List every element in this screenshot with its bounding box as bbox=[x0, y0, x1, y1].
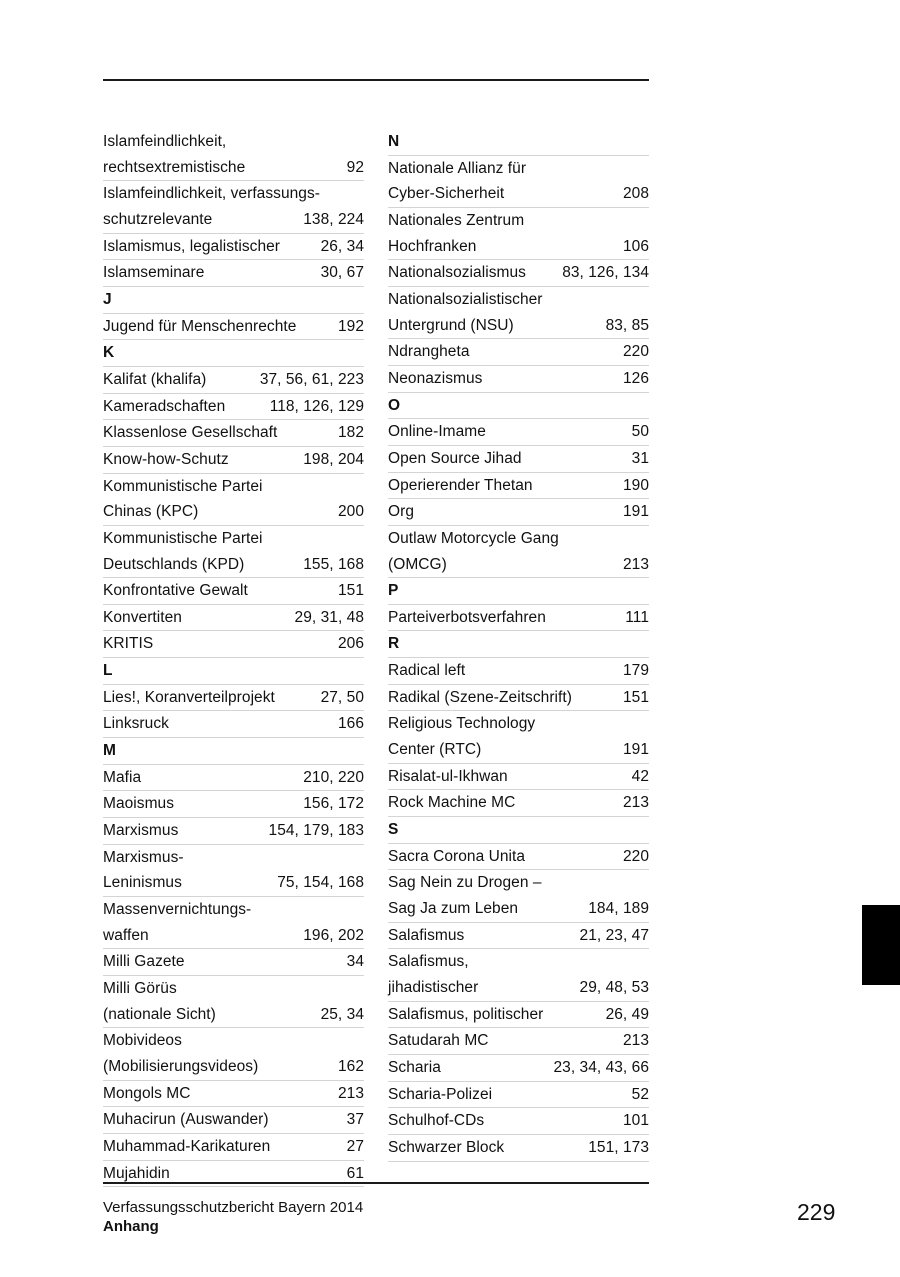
index-entry bbox=[103, 181, 364, 233]
index-page-refs: 190 bbox=[622, 476, 649, 494]
index-entry bbox=[103, 394, 364, 421]
index-page-refs: 83, 126, 134 bbox=[562, 264, 649, 282]
index-letter: S bbox=[388, 821, 399, 839]
index-term: Operierender Thetan bbox=[388, 476, 533, 494]
index-page-refs: 155, 168 bbox=[303, 555, 364, 573]
index-term: Schulhof-CDs bbox=[388, 1112, 485, 1130]
index-entry bbox=[388, 844, 649, 871]
index-page-refs: 213 bbox=[622, 1032, 649, 1050]
index-entry-line bbox=[388, 208, 649, 234]
index-entry bbox=[103, 845, 364, 897]
index-page-refs: 162 bbox=[337, 1057, 364, 1075]
index-entry bbox=[103, 685, 364, 712]
index-entry bbox=[103, 1134, 364, 1161]
index-entry bbox=[103, 791, 364, 818]
index-term: Radikal (Szene-Zeitschrift) bbox=[388, 688, 572, 706]
index-entry-line bbox=[103, 420, 364, 446]
index-entry-line bbox=[388, 1002, 649, 1028]
index-term: Maoismus bbox=[103, 795, 175, 813]
index-entry-line bbox=[388, 737, 649, 763]
index-entry bbox=[388, 605, 649, 632]
index-letter-heading bbox=[388, 817, 649, 844]
index-term: Kommunistische Partei bbox=[103, 529, 263, 547]
index-entry-line bbox=[388, 473, 649, 499]
index-letter-heading bbox=[103, 738, 364, 765]
footer-section-name: Anhang bbox=[103, 1218, 159, 1235]
index-entry-line bbox=[103, 1081, 364, 1107]
index-entry bbox=[103, 897, 364, 949]
index-entry bbox=[388, 923, 649, 950]
index-entry bbox=[388, 1108, 649, 1135]
index-entry-line bbox=[103, 685, 364, 711]
index-entry bbox=[103, 420, 364, 447]
index-page-refs: 50 bbox=[631, 423, 649, 441]
index-entry bbox=[103, 578, 364, 605]
index-entry-line bbox=[103, 552, 364, 578]
index-term: Org bbox=[388, 503, 414, 521]
index-term: Marxismus- bbox=[103, 848, 184, 866]
index-term: Mujahidin bbox=[103, 1164, 170, 1182]
index-entry-line bbox=[388, 313, 649, 339]
index-letter-heading bbox=[388, 393, 649, 420]
index-term: Islamismus, legalistischer bbox=[103, 237, 281, 255]
index-page-refs: 42 bbox=[631, 767, 649, 785]
index-term: (nationale Sicht) bbox=[103, 1005, 216, 1023]
index-entry bbox=[388, 499, 649, 526]
index-term: Muhammad-Karikaturen bbox=[103, 1137, 271, 1155]
index-letter-heading bbox=[388, 631, 649, 658]
index-letter-heading bbox=[103, 658, 364, 685]
index-entry bbox=[388, 790, 649, 817]
index-entry-line bbox=[103, 394, 364, 420]
index-term: Hochfranken bbox=[388, 237, 477, 255]
index-entry-line bbox=[103, 314, 364, 340]
index-page-refs: 21, 23, 47 bbox=[579, 926, 649, 944]
index-entry-line bbox=[388, 287, 649, 313]
index-entry bbox=[103, 234, 364, 261]
index-page-refs: 29, 31, 48 bbox=[294, 608, 364, 626]
index-entry-line bbox=[103, 155, 364, 181]
footer-publication-title: Verfassungsschutzbericht Bayern 2014 bbox=[103, 1199, 364, 1216]
index-term: Nationalsozialismus bbox=[388, 264, 526, 282]
index-entry bbox=[388, 685, 649, 712]
index-term: rechtsextremistische bbox=[103, 158, 246, 176]
index-term: Risalat-ul-Ikhwan bbox=[388, 767, 508, 785]
index-letter-heading bbox=[388, 129, 649, 156]
index-entry bbox=[388, 1028, 649, 1055]
index-page-refs: 83, 85 bbox=[605, 316, 649, 334]
index-entry-line bbox=[388, 1082, 649, 1108]
index-page-refs: 166 bbox=[337, 715, 364, 733]
index-page-refs: 151, 173 bbox=[588, 1138, 649, 1156]
index-page-refs: 213 bbox=[337, 1084, 364, 1102]
index-entry bbox=[388, 287, 649, 339]
index-entry-line bbox=[388, 790, 649, 816]
index-term: Mobivideos bbox=[103, 1032, 182, 1050]
index-letter-heading bbox=[388, 578, 649, 605]
index-entry-line bbox=[103, 287, 364, 313]
index-entry-line bbox=[103, 605, 364, 631]
index-term: Sacra Corona Unita bbox=[388, 847, 526, 865]
index-entry-line bbox=[388, 817, 649, 843]
index-term: Marxismus bbox=[103, 822, 179, 840]
index-term: schutzrelevante bbox=[103, 210, 213, 228]
index-entry-line bbox=[388, 870, 649, 896]
index-term: Neonazismus bbox=[388, 369, 483, 387]
index-term: Nationale Allianz für bbox=[388, 159, 527, 177]
index-term: Islamfeindlichkeit, bbox=[103, 133, 227, 150]
index-page-refs: 151 bbox=[622, 688, 649, 706]
index-entry bbox=[388, 1055, 649, 1082]
index-term: Klassenlose Gesellschaft bbox=[103, 424, 278, 442]
index-entry bbox=[103, 367, 364, 394]
index-entry bbox=[388, 1135, 649, 1162]
index-entry bbox=[388, 339, 649, 366]
index-letter: J bbox=[103, 290, 112, 308]
index-entry-line bbox=[103, 1054, 364, 1080]
index-entry-line bbox=[103, 818, 364, 844]
index-term: Rock Machine MC bbox=[388, 794, 516, 812]
index-entry bbox=[388, 711, 649, 763]
index-entry bbox=[103, 1028, 364, 1080]
index-entry-line bbox=[388, 711, 649, 737]
index-term: Salafismus, bbox=[388, 953, 469, 971]
index-entry bbox=[388, 526, 649, 578]
index-page-refs: 106 bbox=[622, 237, 649, 255]
index-page-refs: 184, 189 bbox=[588, 900, 649, 918]
index-entry-line bbox=[388, 366, 649, 392]
index-entry-line bbox=[103, 1028, 364, 1054]
index-term: Know-how-Schutz bbox=[103, 450, 229, 468]
index-entry bbox=[388, 473, 649, 500]
index-term: Schwarzer Block bbox=[388, 1138, 505, 1156]
index-term: Open Source Jihad bbox=[388, 449, 522, 467]
index-page-refs: 30, 67 bbox=[320, 264, 364, 282]
index-page-refs: 126 bbox=[622, 369, 649, 387]
index-entry bbox=[103, 711, 364, 738]
index-entry-line bbox=[103, 499, 364, 525]
index-term: Salafismus bbox=[388, 926, 465, 944]
index-entry bbox=[388, 208, 649, 260]
index-entry bbox=[103, 631, 364, 658]
index-entry-line bbox=[388, 923, 649, 949]
index-page-refs: 220 bbox=[622, 847, 649, 865]
index-term: Parteiverbotsverfahren bbox=[388, 608, 546, 626]
index-entry bbox=[103, 129, 364, 181]
index-page-refs: 26, 34 bbox=[320, 237, 364, 255]
index-entry-line bbox=[103, 578, 364, 604]
index-page-refs: 31 bbox=[631, 449, 649, 467]
index-page-refs: 118, 126, 129 bbox=[269, 397, 364, 415]
index-entry-line bbox=[103, 845, 364, 871]
index-page-refs: 220 bbox=[622, 343, 649, 361]
index-page-refs: 206 bbox=[337, 635, 364, 653]
index-entry-line bbox=[388, 658, 649, 684]
index-page-refs: 75, 154, 168 bbox=[277, 874, 364, 892]
index-page-refs: 156, 172 bbox=[303, 795, 364, 813]
index-entry-line bbox=[388, 129, 649, 155]
index-entry bbox=[103, 474, 364, 526]
index-entry-line bbox=[103, 631, 364, 657]
index-letter: O bbox=[388, 396, 401, 414]
index-page-refs: 37, 56, 61, 223 bbox=[259, 370, 364, 388]
index-page-refs: 196, 202 bbox=[303, 926, 364, 944]
index-term: Religious Technology bbox=[388, 715, 536, 733]
index-entry-line bbox=[388, 764, 649, 790]
index-term: Untergrund (NSU) bbox=[388, 316, 514, 334]
index-entry-line bbox=[388, 975, 649, 1001]
index-entry-line bbox=[388, 419, 649, 445]
index-entry-line bbox=[103, 1134, 364, 1160]
index-term: Islamfeindlichkeit, verfassungs- bbox=[103, 185, 320, 203]
index-term: Center (RTC) bbox=[388, 741, 482, 759]
index-entry-line bbox=[388, 552, 649, 578]
index-entry bbox=[388, 764, 649, 791]
index-entry-line bbox=[103, 474, 364, 500]
index-entry bbox=[388, 446, 649, 473]
index-page-refs: 37 bbox=[346, 1111, 364, 1129]
index-term: jihadistischer bbox=[388, 979, 479, 996]
index-entry bbox=[103, 526, 364, 578]
index-entry-line bbox=[103, 129, 364, 155]
index-letter-heading bbox=[103, 340, 364, 367]
index-term: Sag Ja zum Leben bbox=[388, 900, 519, 918]
index-entry-line bbox=[388, 578, 649, 604]
index-entry-line bbox=[103, 181, 364, 207]
index-entry-line bbox=[103, 923, 364, 949]
index-entry-line bbox=[103, 897, 364, 923]
index-page-refs: 23, 34, 43, 66 bbox=[553, 1058, 649, 1076]
index-entry-line bbox=[103, 234, 364, 260]
index-page-refs: 25, 34 bbox=[320, 1005, 364, 1023]
index-entry-line bbox=[103, 711, 364, 737]
index-page-refs: 179 bbox=[622, 662, 649, 680]
index-entry-line bbox=[388, 896, 649, 922]
index-entry-line bbox=[103, 949, 364, 975]
index-entry-line bbox=[388, 605, 649, 631]
index-entry-line bbox=[388, 156, 649, 182]
index-page-refs: 208 bbox=[622, 185, 649, 203]
index-letter: R bbox=[388, 635, 400, 653]
index-term: Scharia-Polizei bbox=[388, 1085, 493, 1103]
index-entry-line bbox=[103, 976, 364, 1002]
index-entry-line bbox=[388, 844, 649, 870]
index-letter: N bbox=[388, 133, 400, 150]
index-entry-line bbox=[103, 658, 364, 684]
index-entry-line bbox=[388, 393, 649, 419]
index-term: Nationales Zentrum bbox=[388, 211, 525, 229]
index-entry-line bbox=[103, 260, 364, 286]
index-entry bbox=[103, 976, 364, 1028]
index-entry-line bbox=[388, 1108, 649, 1134]
index-entry-line bbox=[388, 339, 649, 365]
index-page-refs: 92 bbox=[346, 158, 364, 176]
index-entry-line bbox=[388, 526, 649, 552]
index-entry-line bbox=[388, 1055, 649, 1081]
index-page-refs: 111 bbox=[625, 608, 649, 626]
index-term: Kalifat (khalifa) bbox=[103, 370, 207, 388]
index-page-refs: 27 bbox=[346, 1137, 364, 1155]
index-term: Kommunistische Partei bbox=[103, 477, 263, 495]
index-term: Kameradschaften bbox=[103, 397, 226, 415]
index-term: Online-Imame bbox=[388, 423, 486, 441]
index-term: Mongols MC bbox=[103, 1084, 191, 1102]
index-term: Radical left bbox=[388, 662, 466, 680]
index-entry bbox=[103, 447, 364, 474]
index-entry-line bbox=[388, 1135, 649, 1161]
index-entry-line bbox=[103, 367, 364, 393]
index-entry bbox=[103, 1081, 364, 1108]
index-entry-line bbox=[103, 340, 364, 366]
index-term: Deutschlands (KPD) bbox=[103, 555, 245, 573]
index-term: Jugend für Menschenrechte bbox=[103, 317, 297, 335]
index-term: Salafismus, politischer bbox=[388, 1005, 544, 1023]
index-entry bbox=[103, 314, 364, 341]
index-page-refs: 27, 50 bbox=[320, 688, 364, 706]
index-page-refs: 182 bbox=[337, 424, 364, 442]
index-page-refs: 198, 204 bbox=[303, 450, 364, 468]
index-entry bbox=[388, 366, 649, 393]
index-entry-line bbox=[103, 447, 364, 473]
index-entry-line bbox=[388, 1028, 649, 1054]
index-term: (Mobilisierungsvideos) bbox=[103, 1057, 259, 1075]
index-term: Milli Görüs bbox=[103, 980, 177, 997]
index-entry-line bbox=[103, 791, 364, 817]
index-term: Islamseminare bbox=[103, 264, 205, 282]
index-page-refs: 191 bbox=[622, 741, 649, 759]
index-term: Leninismus bbox=[103, 874, 182, 892]
index-entry-line bbox=[388, 499, 649, 525]
index-page-refs: 26, 49 bbox=[605, 1005, 649, 1023]
index-entry-line bbox=[103, 738, 364, 764]
index-entry bbox=[103, 1107, 364, 1134]
index-entry-line bbox=[103, 1002, 364, 1028]
index-entry-line bbox=[103, 207, 364, 233]
index-page-refs: 213 bbox=[622, 555, 649, 573]
index-term: Chinas (KPC) bbox=[103, 503, 199, 521]
index-term: KRITIS bbox=[103, 635, 154, 653]
index-entry bbox=[103, 949, 364, 976]
index-entry bbox=[388, 870, 649, 922]
index-page-refs: 191 bbox=[622, 503, 649, 521]
index-term: Konvertiten bbox=[103, 608, 182, 626]
index-term: Massenvernichtungs- bbox=[103, 901, 252, 919]
index-entry bbox=[103, 605, 364, 632]
index-entry-line bbox=[103, 765, 364, 791]
index-letter: L bbox=[103, 662, 113, 680]
index-page-refs: 29, 48, 53 bbox=[579, 979, 649, 996]
index-entry-line bbox=[388, 949, 649, 975]
index-term: Cyber-Sicherheit bbox=[388, 185, 505, 203]
index-term: Satudarah MC bbox=[388, 1032, 489, 1050]
index-term: Ndrangheta bbox=[388, 343, 470, 361]
index-term: Milli Gazete bbox=[103, 953, 185, 971]
index-page-refs: 213 bbox=[622, 794, 649, 812]
index-entry bbox=[388, 1082, 649, 1109]
index-term: (OMCG) bbox=[388, 555, 447, 573]
footer-rule bbox=[103, 1182, 649, 1184]
index-page-refs: 52 bbox=[631, 1085, 649, 1103]
index-term: Outlaw Motorcycle Gang bbox=[388, 529, 559, 547]
index-entry bbox=[388, 658, 649, 685]
index-page-refs: 61 bbox=[346, 1164, 364, 1182]
index-entry-line bbox=[388, 446, 649, 472]
index-term: Sag Nein zu Drogen – bbox=[388, 874, 542, 892]
index-term: Nationalsozialistischer bbox=[388, 290, 543, 308]
index-page-refs: 192 bbox=[337, 317, 364, 335]
index-term: Muhacirun (Auswander) bbox=[103, 1111, 269, 1129]
page-number: 229 bbox=[797, 1199, 836, 1225]
index-letter: K bbox=[103, 344, 115, 362]
index-term: Lies!, Koranverteilprojekt bbox=[103, 688, 275, 706]
index-page-refs: 151 bbox=[337, 582, 364, 600]
index-term: Scharia bbox=[388, 1058, 441, 1076]
index-page-refs: 138, 224 bbox=[303, 210, 364, 228]
index-letter-heading bbox=[103, 287, 364, 314]
index-letter: P bbox=[388, 582, 399, 600]
index-entry bbox=[388, 156, 649, 208]
index-entry-line bbox=[388, 234, 649, 260]
index-entry bbox=[103, 765, 364, 792]
index-entry bbox=[103, 818, 364, 845]
index-term: Linksruck bbox=[103, 715, 169, 733]
index-page-refs: 154, 179, 183 bbox=[268, 822, 364, 840]
index-entry-line bbox=[388, 685, 649, 711]
header-rule bbox=[103, 79, 649, 81]
index-column-right bbox=[388, 129, 649, 1162]
index-term: Konfrontative Gewalt bbox=[103, 582, 248, 600]
index-column-left bbox=[103, 129, 364, 1187]
index-entry-line bbox=[388, 181, 649, 207]
index-term: Mafia bbox=[103, 768, 142, 786]
index-page-refs: 200 bbox=[337, 503, 364, 521]
index-entry bbox=[103, 260, 364, 287]
index-entry bbox=[388, 260, 649, 287]
index-entry bbox=[388, 419, 649, 446]
index-page-refs: 34 bbox=[346, 953, 364, 971]
index-entry-line bbox=[103, 1107, 364, 1133]
index-entry-line bbox=[388, 260, 649, 286]
index-page-refs: 101 bbox=[622, 1112, 649, 1130]
index-entry bbox=[388, 949, 649, 1001]
index-page-refs: 210, 220 bbox=[303, 768, 364, 786]
index-entry-line bbox=[388, 631, 649, 657]
index-entry-line bbox=[103, 526, 364, 552]
index-letter: M bbox=[103, 742, 116, 760]
section-thumb-tab bbox=[862, 905, 900, 985]
index-entry-line bbox=[103, 870, 364, 896]
index-entry bbox=[388, 1002, 649, 1029]
index-term: waffen bbox=[103, 926, 149, 944]
